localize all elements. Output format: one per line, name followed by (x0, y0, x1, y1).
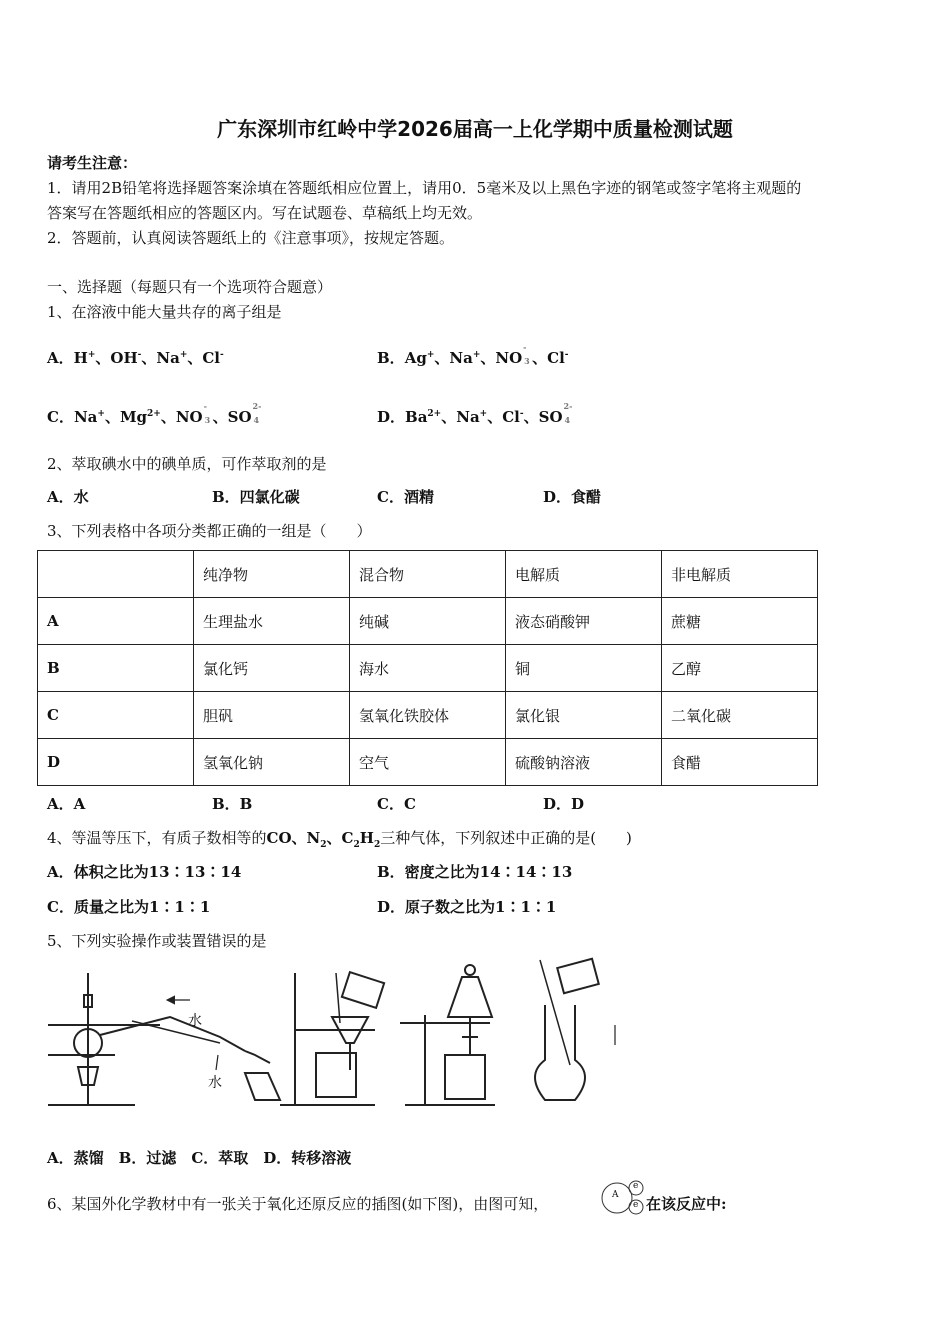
table-cell: B (38, 645, 194, 692)
notice-line-1b: 答案写在答题纸相应的答题区内。写在试题卷、草稿纸上均无效。 (47, 204, 483, 222)
table-row (38, 598, 818, 645)
transfer-solution-apparatus (535, 959, 615, 1100)
table-header-cell: 混合物 (350, 551, 506, 598)
notice-line-2: 2．答题前，认真阅读答题纸上的《注意事项》，按规定答题。 (47, 229, 455, 247)
table-header-cell: 电解质 (506, 551, 662, 598)
q3-stem: 3、下列表格中各项分类都正确的一组是（ ） (47, 522, 372, 540)
q2-stem: 2、萃取碘水中的碘单质，可作萃取剂的是 (47, 455, 327, 473)
table-cell: 蔗糖 (662, 598, 818, 645)
table-cell: 氯化钙 (194, 645, 350, 692)
atom-electron-icon (600, 1180, 648, 1216)
table-cell: 氯化银 (506, 692, 662, 739)
distillation-apparatus (48, 973, 280, 1105)
q4-option-b: B．密度之比为14∶14∶13 (377, 863, 573, 881)
table-cell: 乙醇 (662, 645, 818, 692)
table-cell: A (38, 598, 194, 645)
section-heading: 一、选择题（每题只有一个选项符合题意） (47, 278, 333, 296)
notice-heading: 请考生注意： (47, 154, 138, 172)
q1-option-b: B．Ag+、Na+、NO - 3 、Cl- (377, 342, 569, 367)
q5-options: A．蒸馏 B．过滤 C．萃取 D．转移溶液 (47, 1149, 352, 1167)
water-inlet-label: 水 (188, 1013, 202, 1029)
q1-option-c: C．Na+、$Mg^{2+}$、NO - 3 、SO 2- 4 (47, 401, 262, 426)
table-cell: 氢氧化钠 (194, 739, 350, 786)
table-header-cell (38, 551, 194, 598)
q3-option-b: B．B (212, 795, 253, 813)
classification-table (37, 550, 818, 786)
q4-stem: 4、等温等压下，有质子数相等的CO、$N_2$、$C_2H_2$三种气体，下列叙述中正确的是( ) (47, 829, 632, 850)
q4-option-a: A．体积之比为13∶13∶14 (47, 863, 242, 881)
table-cell: 二氧化碳 (662, 692, 818, 739)
page-title: 广东深圳市红岭中学2026届高一上化学期中质量检测试题 (217, 117, 733, 141)
q2-option-d: D．食醋 (543, 488, 602, 506)
table-cell: 空气 (350, 739, 506, 786)
table-header-row (38, 551, 818, 598)
electron-label: e (633, 1181, 639, 1191)
table-cell: 铜 (506, 645, 662, 692)
table-row (38, 692, 818, 739)
q3-option-c: C．C (377, 795, 416, 813)
table-cell: D (38, 739, 194, 786)
table-cell: 纯碱 (350, 598, 506, 645)
q6-stem-suffix: 在该反应中: (646, 1195, 727, 1213)
table-cell: C (38, 692, 194, 739)
table-cell: 液态硝酸钾 (506, 598, 662, 645)
redox-atom-figure (600, 1180, 648, 1216)
table-cell: 氢氧化铁胶体 (350, 692, 506, 739)
q4-option-c: C．质量之比为1∶1∶1 (47, 898, 211, 916)
table-cell: 胆矾 (194, 692, 350, 739)
table-cell: 海水 (350, 645, 506, 692)
water-outlet-label: 水 (208, 1075, 222, 1091)
q1-stem: 1、在溶液中能大量共存的离子组是 (47, 303, 282, 321)
table-cell: 生理盐水 (194, 598, 350, 645)
atom-label: A (612, 1190, 619, 1200)
table-row (38, 739, 818, 786)
electron-label: e (633, 1200, 639, 1210)
q1-option-d: D．$Ba^{2+}$、Na+、Cl-、SO 2- 4 (377, 401, 573, 426)
table-header-cell: 非电解质 (662, 551, 818, 598)
q2-option-c: C．酒精 (377, 488, 434, 506)
q3-option-d: D．D (543, 795, 585, 813)
notice-line-1: 1．请用2B铅笔将选择题答案涂填在答题纸相应位置上，请用0．5毫米及以上黑色字迹的钢笔或签字笔将主观题的 (47, 179, 802, 197)
q5-stem: 5、下列实验操作或装置错误的是 (47, 932, 267, 950)
q2-option-a: A．水 (47, 488, 89, 506)
table-cell: 硫酸钠溶液 (506, 739, 662, 786)
table-row (38, 645, 818, 692)
q3-option-a: A．A (47, 795, 86, 813)
filtration-apparatus (280, 972, 384, 1105)
extraction-apparatus (400, 965, 495, 1105)
table-cell: 食醋 (662, 739, 818, 786)
lab-apparatus-figure (40, 955, 630, 1115)
q6-stem: 6、某国外化学教材中有一张关于氧化还原反应的插图(如下图)，由图可知， (47, 1195, 549, 1213)
table-header-cell: 纯净物 (194, 551, 350, 598)
q4-option-d: D．原子数之比为1∶1∶1 (377, 898, 557, 916)
q1-option-a: A．H+、OH-、Na+、Cl- (47, 349, 224, 367)
q2-option-b: B．四氯化碳 (212, 488, 300, 506)
